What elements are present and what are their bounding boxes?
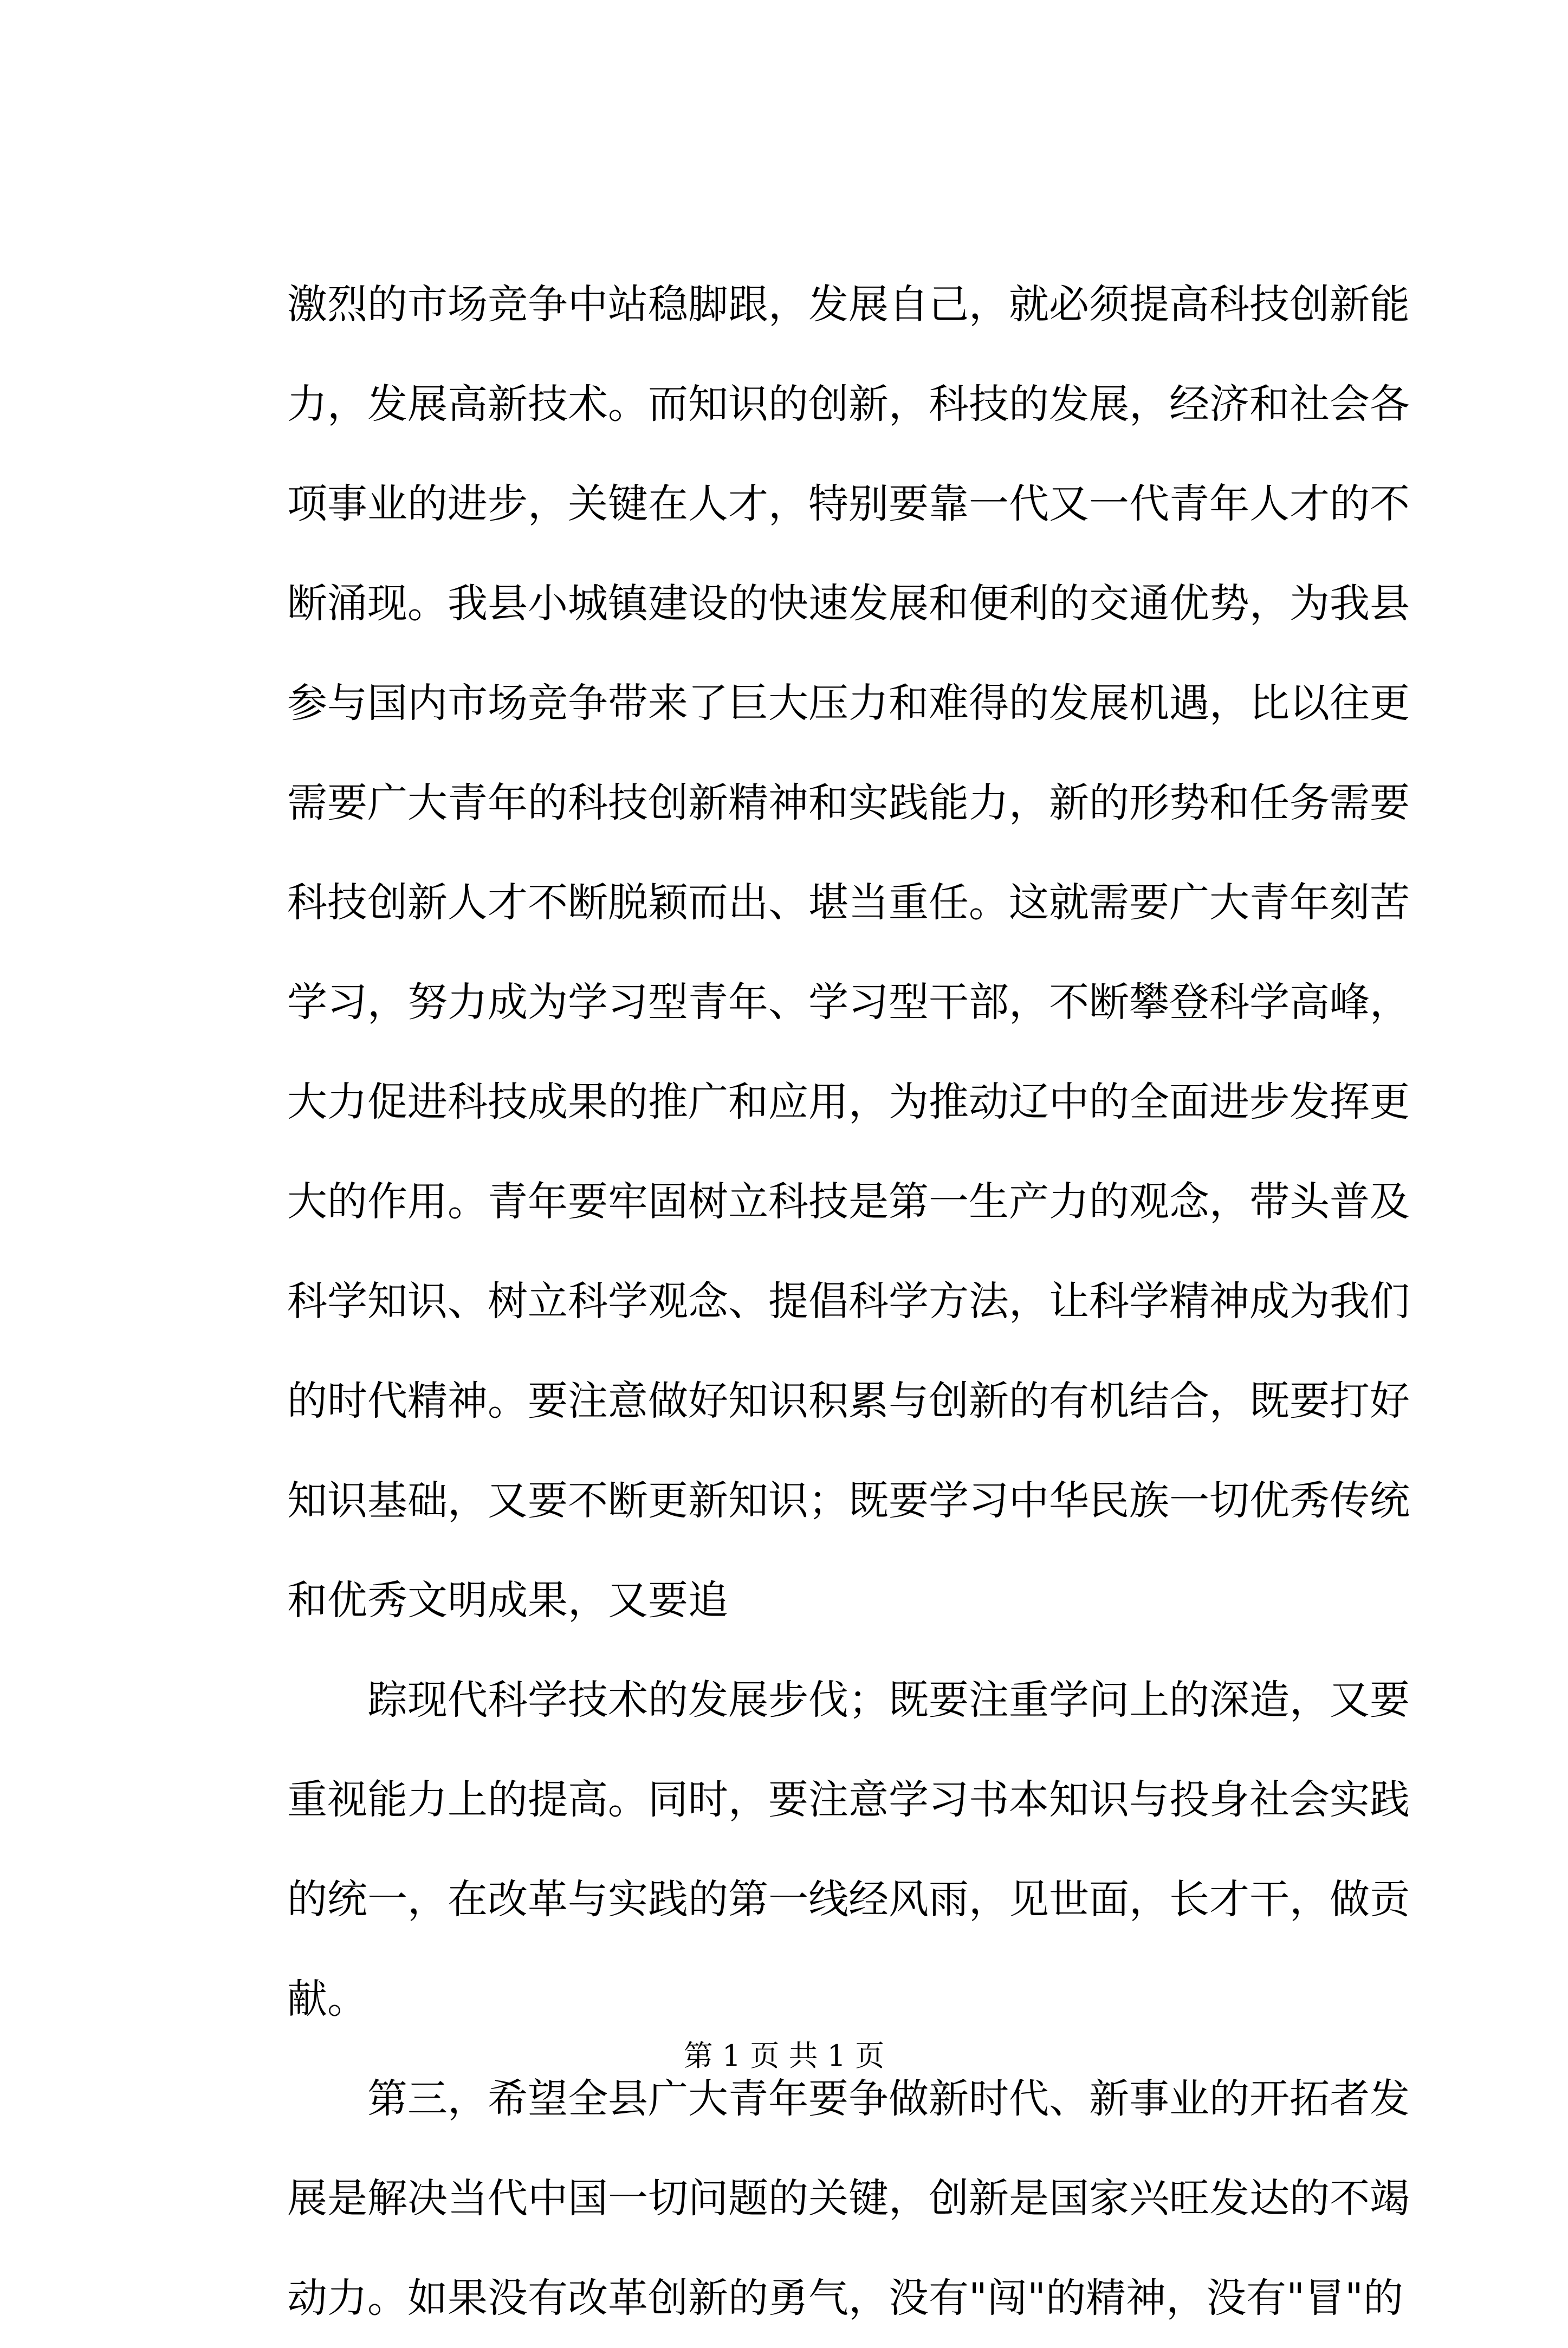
text-line-8: 学习，努力成为学习型青年、学习型干部，不断攀登科学高峰， — [287, 979, 1410, 1026]
text-line-4: 断涌现。我县小城镇建设的快速发展和便利的交通优势，为我县 — [287, 580, 1410, 627]
text-line-19: 第三，希望全县广大青年要争做新时代、新事业的开拓者发 — [367, 2075, 1410, 2122]
text-line-9: 大力促进科技成果的推广和应用，为推动辽中的全面进步发挥更 — [287, 1079, 1410, 1125]
text-line-20: 展是解决当代中国一切问题的关键，创新是国家兴旺发达的不竭 — [287, 2175, 1410, 2222]
text-line-5: 参与国内市场竞争带来了巨大压力和难得的发展机遇，比以往更 — [287, 680, 1410, 727]
text-line-3: 项事业的进步，关键在人才，特别要靠一代又一代青年人才的不 — [287, 481, 1410, 527]
text-line-15: 踪现代科学技术的发展步伐；既要注重学问上的深造，又要 — [367, 1677, 1410, 1723]
text-line-16: 重视能力上的提高。同时，要注意学习书本知识与投身社会实践 — [287, 1776, 1410, 1823]
text-line-21: 动力。如果没有改革创新的勇气，没有"闯"的精神，没有"冒"的 — [287, 2275, 1404, 2321]
text-line-18: 献。 — [287, 1976, 367, 2022]
page-number-label: 第 1 页 共 1 页 — [683, 2039, 885, 2073]
text-line-2: 力，发展高新技术。而知识的创新，科技的发展，经济和社会各 — [287, 381, 1410, 427]
text-line-13: 知识基础，又要不断更新知识；既要学习中华民族一切优秀传统 — [287, 1477, 1410, 1524]
text-line-12: 的时代精神。要注意做好知识积累与创新的有机结合，既要打好 — [287, 1378, 1410, 1424]
page-footer — [0, 2034, 1568, 2078]
text-line-11: 科学知识、树立科学观念、提倡科学方法，让科学精神成为我们 — [287, 1278, 1410, 1325]
text-line-17: 的统一，在改革与实践的第一线经风雨，见世面，长才干，做贡 — [287, 1876, 1410, 1923]
text-line-6: 需要广大青年的科技创新精神和实践能力，新的形势和任务需要 — [287, 780, 1410, 826]
text-line-14: 和优秀文明成果，又要追 — [287, 1577, 728, 1624]
text-line-7: 科技创新人才不断脱颖而出、堪当重任。这就需要广大青年刻苦 — [287, 879, 1410, 926]
text-line-10: 大的作用。青年要牢固树立科技是第一生产力的观念，带头普及 — [287, 1178, 1410, 1225]
text-line-1: 激烈的市场竞争中站稳脚跟，发展自己，就必须提高科技创新能 — [287, 281, 1410, 328]
